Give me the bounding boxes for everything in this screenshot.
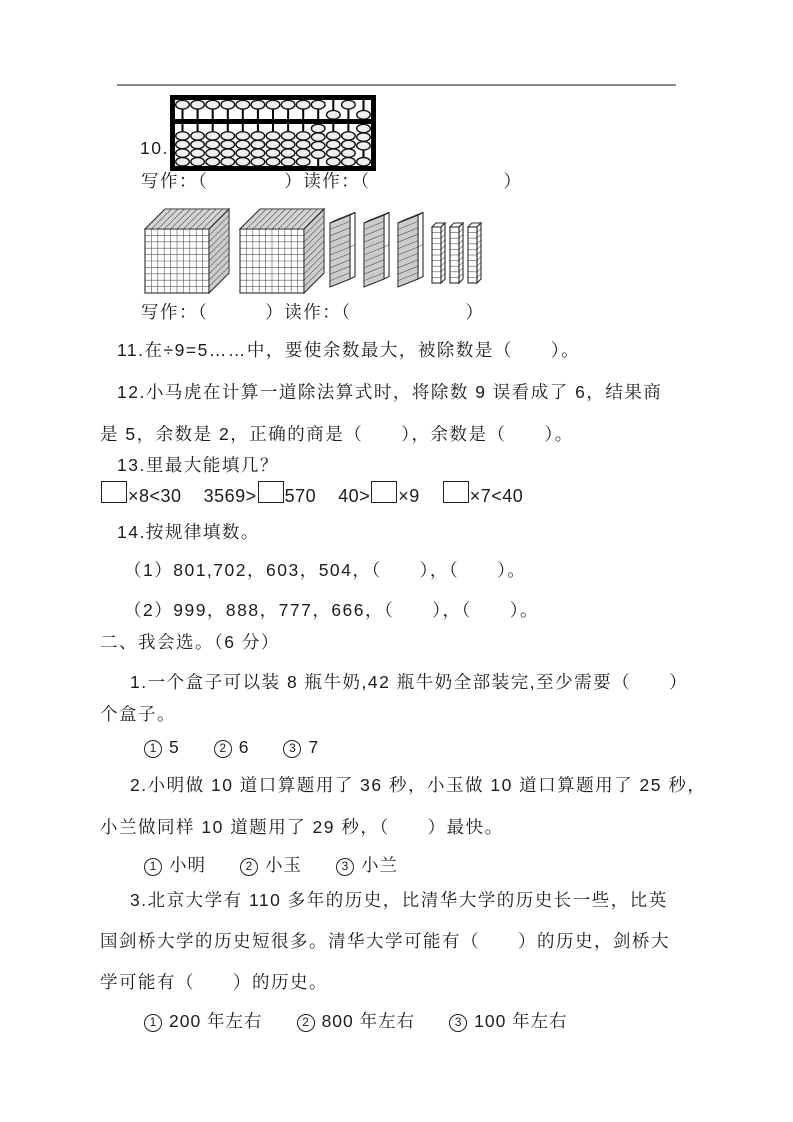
abacus-bead <box>191 132 205 140</box>
s2-question-1-line2: 个盒子。 <box>100 704 176 724</box>
abacus-bead <box>342 132 356 140</box>
s2q1-option-2 <box>214 737 250 758</box>
abacus-bead <box>296 100 310 109</box>
fill-in-box <box>443 481 469 503</box>
circled-number-icon: 3 <box>283 740 301 758</box>
hundred-flat <box>364 213 389 288</box>
abacus-bead <box>311 124 325 132</box>
abacus-bead <box>357 133 371 141</box>
abacus-bead <box>342 140 356 148</box>
abacus-bead <box>251 149 265 157</box>
s2-question-3-line2: 国剑桥大学的历史短很多。清华大学可能有（ ）的历史，剑桥大 <box>100 931 670 951</box>
abacus-bead <box>327 140 341 148</box>
question-13-title: 13.里最大能填几？ <box>117 455 279 475</box>
abacus-bead <box>357 142 371 150</box>
s2q3-option-3 <box>449 1008 568 1033</box>
abacus-bead <box>191 149 205 157</box>
abacus-bead <box>176 149 190 157</box>
q10-number: 10. <box>140 138 169 158</box>
abacus-bead <box>296 132 310 140</box>
s2-question-2-line1: 2.小明做 10 道口算题用了 36 秒，小玉做 10 道口算题用了 25 秒， <box>130 775 707 795</box>
abacus-bead <box>236 158 250 166</box>
abacus-bead <box>296 149 310 157</box>
q13-expression-3: 40> ×9 <box>338 481 420 507</box>
abacus-bead <box>221 158 235 166</box>
circled-number-icon: 3 <box>336 858 354 876</box>
s2-question-1-line1: 1.一个盒子可以装 8 瓶牛奶,42 瓶牛奶全部装完,至少需要（ ） <box>130 672 689 692</box>
abacus-bead <box>236 132 250 140</box>
abacus-bead <box>281 149 295 157</box>
abacus-bead <box>251 140 265 148</box>
abacus-bead <box>191 100 205 109</box>
abacus-bead <box>176 158 190 166</box>
abacus-bead <box>221 149 235 157</box>
abacus-bead <box>266 149 280 157</box>
abacus-bead <box>357 124 371 132</box>
option-label: 小兰 <box>361 855 398 875</box>
s2q1-option-1 <box>144 737 180 758</box>
option-label: 6 <box>238 737 250 757</box>
abacus-bead <box>236 149 250 157</box>
abacus-bead <box>266 100 280 109</box>
fill-in-box <box>258 481 284 503</box>
abacus-bead <box>221 132 235 140</box>
ten-rod <box>432 223 445 283</box>
abacus-bead <box>266 158 280 166</box>
hundred-flat <box>398 213 423 288</box>
abacus-bead <box>327 132 341 140</box>
place-value-blocks-image <box>143 201 485 299</box>
s2q1-option-3 <box>283 737 319 758</box>
abacus-bead <box>311 133 325 141</box>
circled-number-icon: 3 <box>449 1014 467 1032</box>
abacus-bead <box>342 100 356 109</box>
s2-question-1-options <box>144 737 319 758</box>
abacus-bead <box>251 158 265 166</box>
question-12-line1: 12.小马虎在计算一道除法算式时，将除数 9 误看成了 6，结果商 <box>117 382 663 402</box>
abacus-bead <box>342 158 356 166</box>
abacus-bead <box>206 149 220 157</box>
abacus-bead <box>206 100 220 109</box>
abacus-bead <box>191 140 205 148</box>
abacus-bead <box>342 149 356 157</box>
option-label: 200 年左右 <box>169 1011 263 1031</box>
option-label: 小玉 <box>265 855 302 875</box>
question-14-title: 14.按规律填数。 <box>117 522 260 542</box>
circled-number-icon: 1 <box>144 858 162 876</box>
abacus-beam <box>175 119 371 124</box>
abacus-bead <box>176 140 190 148</box>
abacus-bead <box>311 100 325 109</box>
option-label: 100 年左右 <box>474 1011 568 1031</box>
abacus-bead <box>296 140 310 148</box>
abacus-bead <box>176 100 190 109</box>
abacus-bead <box>236 100 250 109</box>
s2-question-3-line1: 3.北京大学有 110 多年的历史，比清华大学的历史长一些，比英 <box>130 890 668 910</box>
fill-in-box <box>101 481 127 503</box>
s2-question-2-options <box>144 852 398 877</box>
s2q2-option-1 <box>144 852 206 877</box>
abacus-bead <box>311 142 325 150</box>
abacus-bead <box>281 132 295 140</box>
abacus-bead <box>206 132 220 140</box>
abacus-image <box>170 95 376 171</box>
question-14-item2: （2）999，888，777，666，（ ），（ ）。 <box>124 600 540 620</box>
abacus-bead <box>281 158 295 166</box>
abacus-bead <box>236 140 250 148</box>
ten-rod <box>468 223 481 283</box>
abacus-bead <box>251 100 265 109</box>
q13-expression-2: 3569> 570 <box>204 481 317 507</box>
option-label: 小明 <box>169 855 206 875</box>
s2-question-2-line2: 小兰做同样 10 道题用了 29 秒，（ ）最快。 <box>100 817 504 837</box>
option-label: 800 年左右 <box>321 1011 416 1031</box>
abacus-bead <box>221 100 235 109</box>
question-13-expressions <box>100 481 523 507</box>
abacus-bead <box>266 140 280 148</box>
thousand-cube <box>145 209 229 293</box>
option-label: 5 <box>169 737 180 757</box>
abacus-bead <box>176 132 190 140</box>
s2q3-option-1 <box>144 1008 263 1033</box>
abacus-bead <box>206 140 220 148</box>
abacus-bead <box>357 110 371 119</box>
abacus-bead <box>251 132 265 140</box>
s2q2-option-3 <box>336 852 398 877</box>
abacus-bead <box>191 158 205 166</box>
circled-number-icon: 1 <box>144 740 162 758</box>
q10-blocks-answer-line: 写作：（ ）读作：（ ） <box>141 302 485 322</box>
abacus-bead <box>357 158 371 166</box>
question-11: 11.在÷9=5……中，要使余数最大，被除数是（ ）。 <box>117 340 581 360</box>
question-12-line2: 是 5，余数是 2，正确的商是（ ），余数是（ ）。 <box>100 424 574 444</box>
abacus-bead <box>311 150 325 158</box>
section2-title: 二、我会选。（6 分） <box>100 632 280 652</box>
q13-expression-1: ×8<30 <box>100 481 182 507</box>
abacus-bead <box>206 158 220 166</box>
abacus-bead <box>221 140 235 148</box>
circled-number-icon: 2 <box>214 740 232 758</box>
s2-question-3-line3: 学可能有（ ）的历史。 <box>100 972 328 992</box>
page-header-rule <box>117 84 676 86</box>
abacus-bead <box>266 132 280 140</box>
abacus-bead <box>327 149 341 157</box>
circled-number-icon: 1 <box>144 1014 162 1032</box>
abacus-bead <box>281 100 295 109</box>
abacus-bead <box>281 140 295 148</box>
circled-number-icon: 2 <box>297 1014 315 1032</box>
abacus-bead <box>327 110 341 119</box>
s2-question-3-options <box>144 1008 568 1033</box>
q13-expression-4: ×7<40 <box>442 481 524 507</box>
q10-abacus-answer-line: 写作：（ ）读作：（ ） <box>141 171 523 191</box>
abacus-bead <box>296 158 310 166</box>
abacus-bead <box>327 158 341 166</box>
hundred-flat <box>330 213 355 288</box>
thousand-cube <box>240 209 324 293</box>
s2q3-option-2 <box>297 1008 416 1033</box>
s2q2-option-2 <box>240 852 302 877</box>
question-14-item1: （1）801,702，603，504，（ ），（ ）。 <box>124 560 527 580</box>
fill-in-box <box>371 481 397 503</box>
option-label: 7 <box>308 737 320 757</box>
circled-number-icon: 2 <box>240 858 258 876</box>
ten-rod <box>450 223 463 283</box>
